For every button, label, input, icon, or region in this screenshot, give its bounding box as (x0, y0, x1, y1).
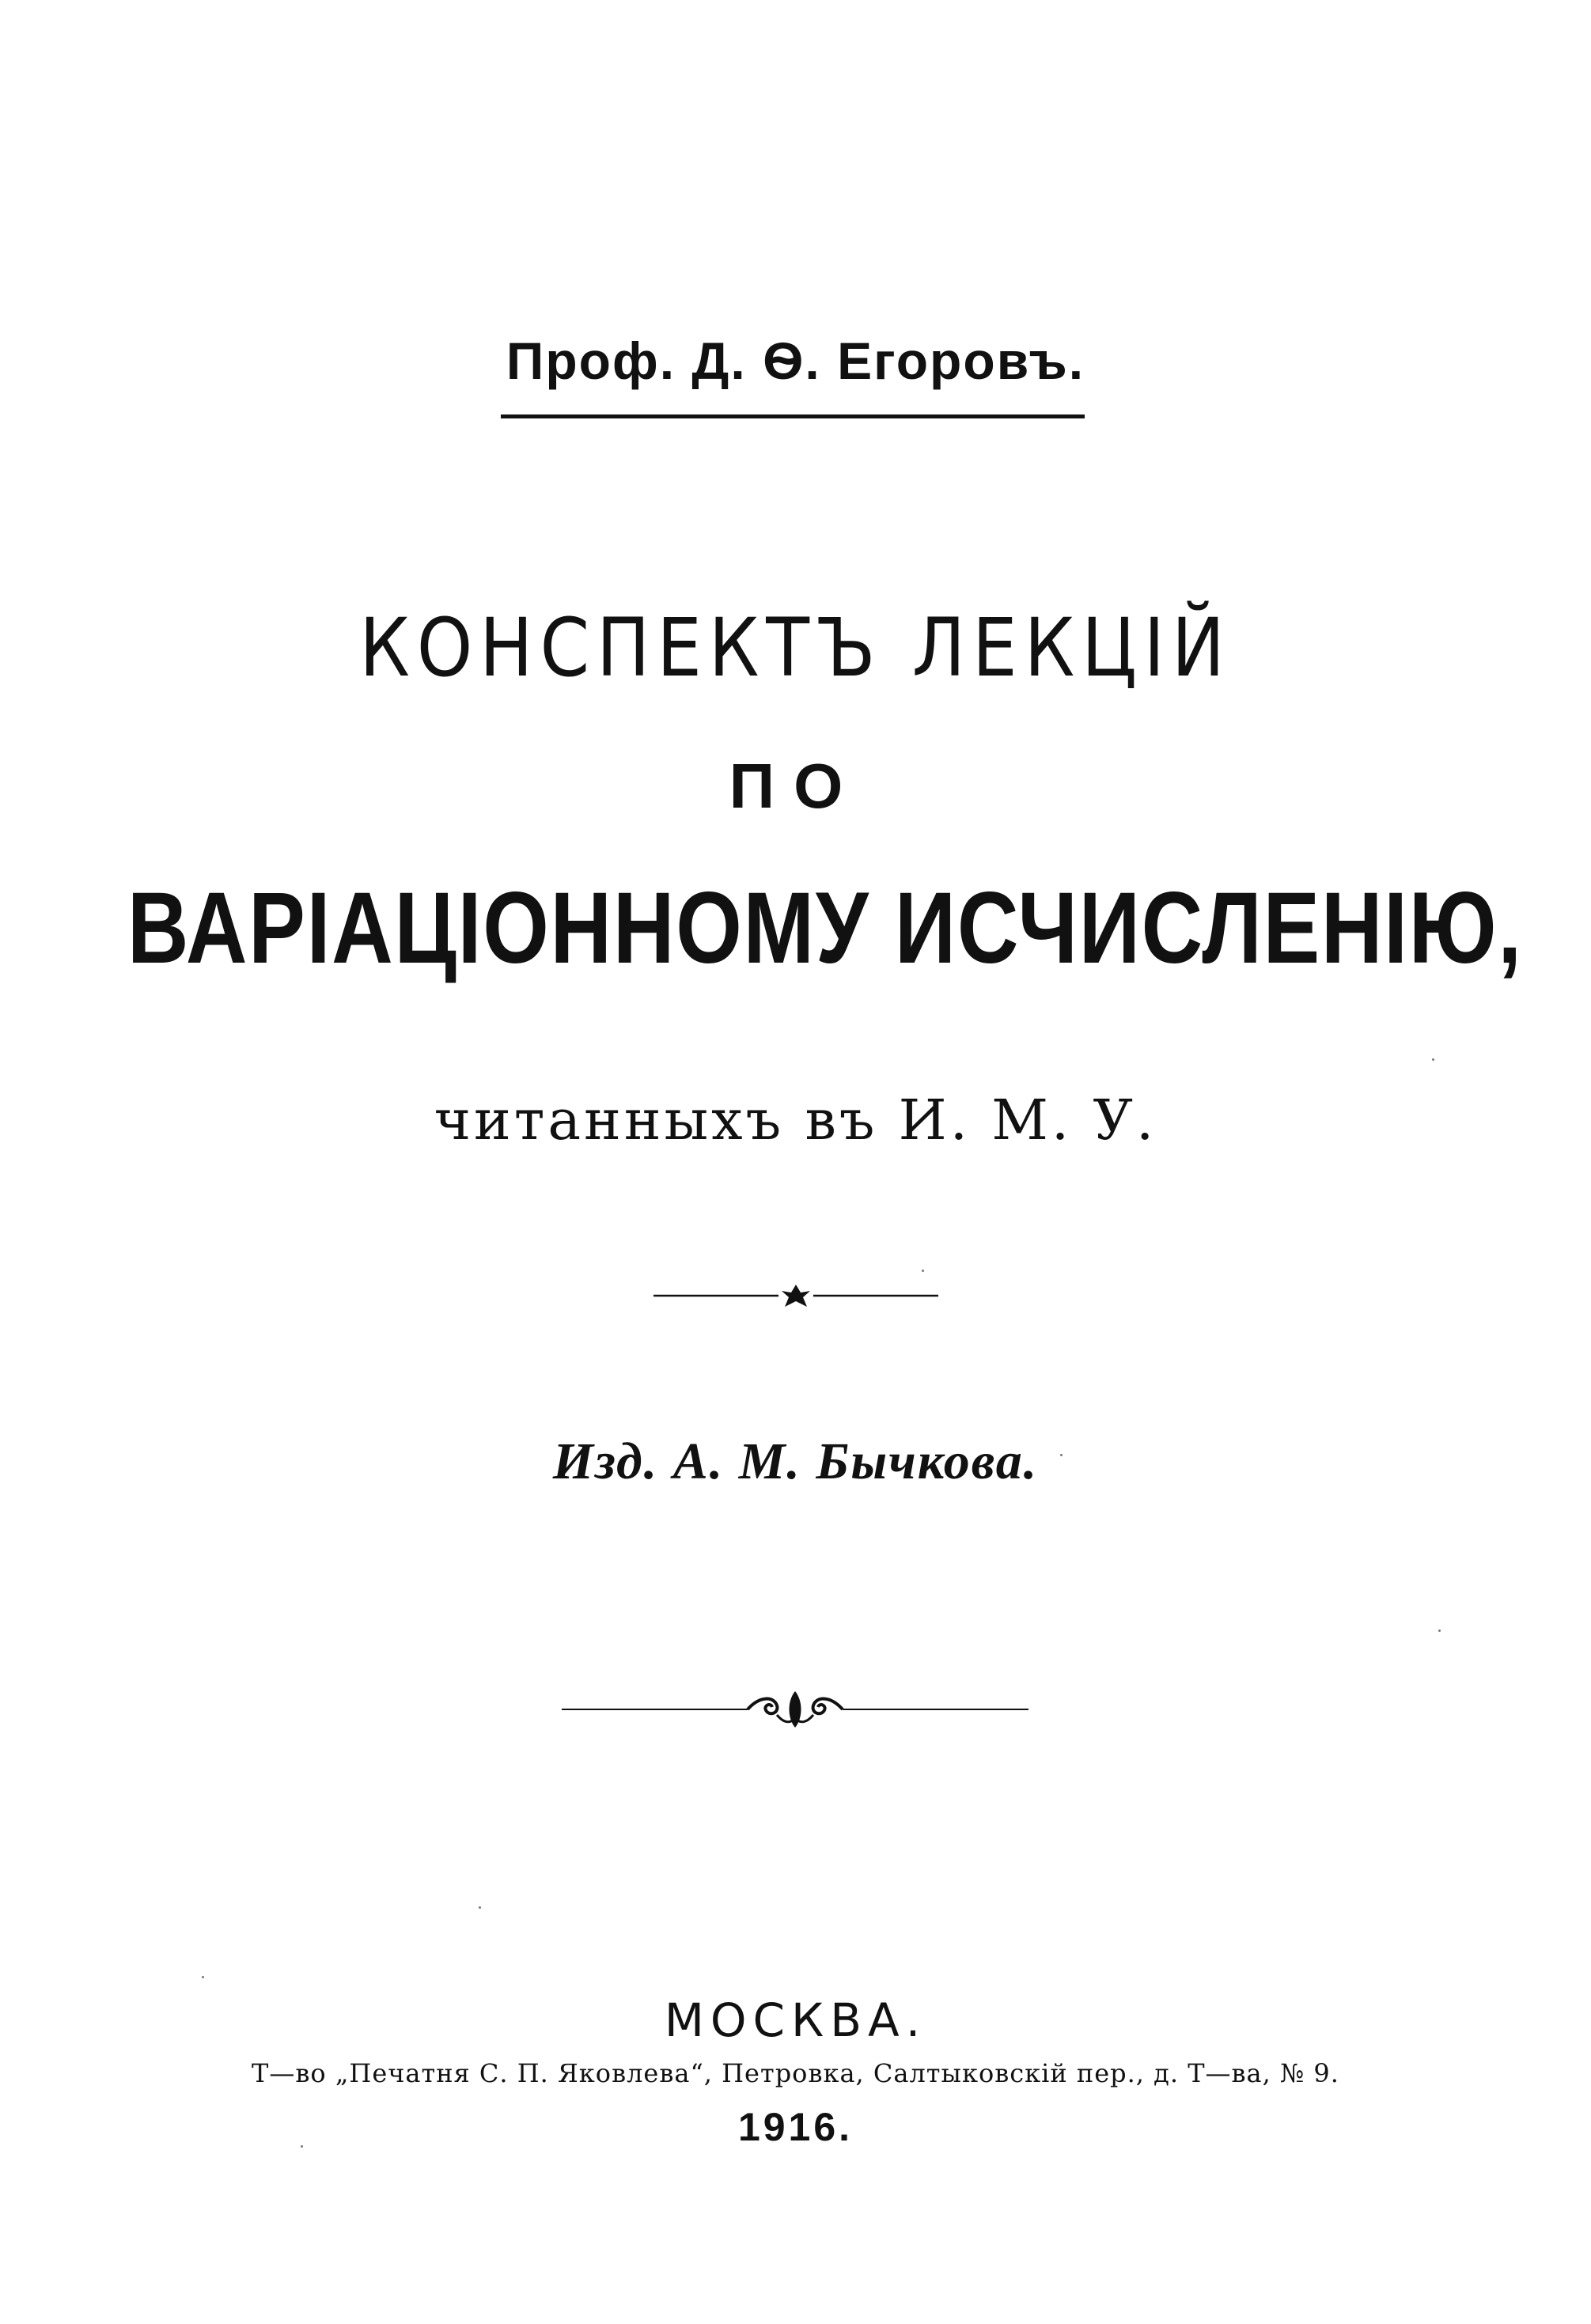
author-name: Проф. Д. Ѳ. Егоровъ. (506, 331, 1085, 390)
title-line-3: ВАРІАЦІОННОМУ ИСЧИСЛЕНІЮ, (127, 872, 1523, 985)
author-underline (501, 414, 1085, 418)
star-rule-ornament (653, 1280, 938, 1312)
paper-speck (1432, 1058, 1434, 1061)
publisher: Изд. А. М. Бычкова. (552, 1433, 1039, 1490)
paper-speck (922, 1270, 924, 1272)
scroll-rule-ornament (562, 1685, 1028, 1734)
title-line-2: ПО (729, 751, 862, 821)
paper-speck (301, 2145, 303, 2148)
imprint-printer: Т—во „Печатня С. П. Яковлева“, Петровка, Салтыковскій пер., д. Т—ва, № 9. (252, 2058, 1339, 2088)
imprint-year: 1916. (737, 2105, 854, 2149)
subtitle: читанныхъ въ И. М. У. (434, 1088, 1157, 1153)
paper-speck (202, 1976, 204, 1978)
paper-speck (1438, 1629, 1441, 1632)
paper-speck (479, 1906, 481, 1909)
paper-speck (1060, 1454, 1063, 1456)
imprint-city: МОСКВА. (664, 1993, 927, 2047)
title-line-1: КОНСПЕКТЪ ЛЕКЦІЙ (359, 601, 1232, 695)
